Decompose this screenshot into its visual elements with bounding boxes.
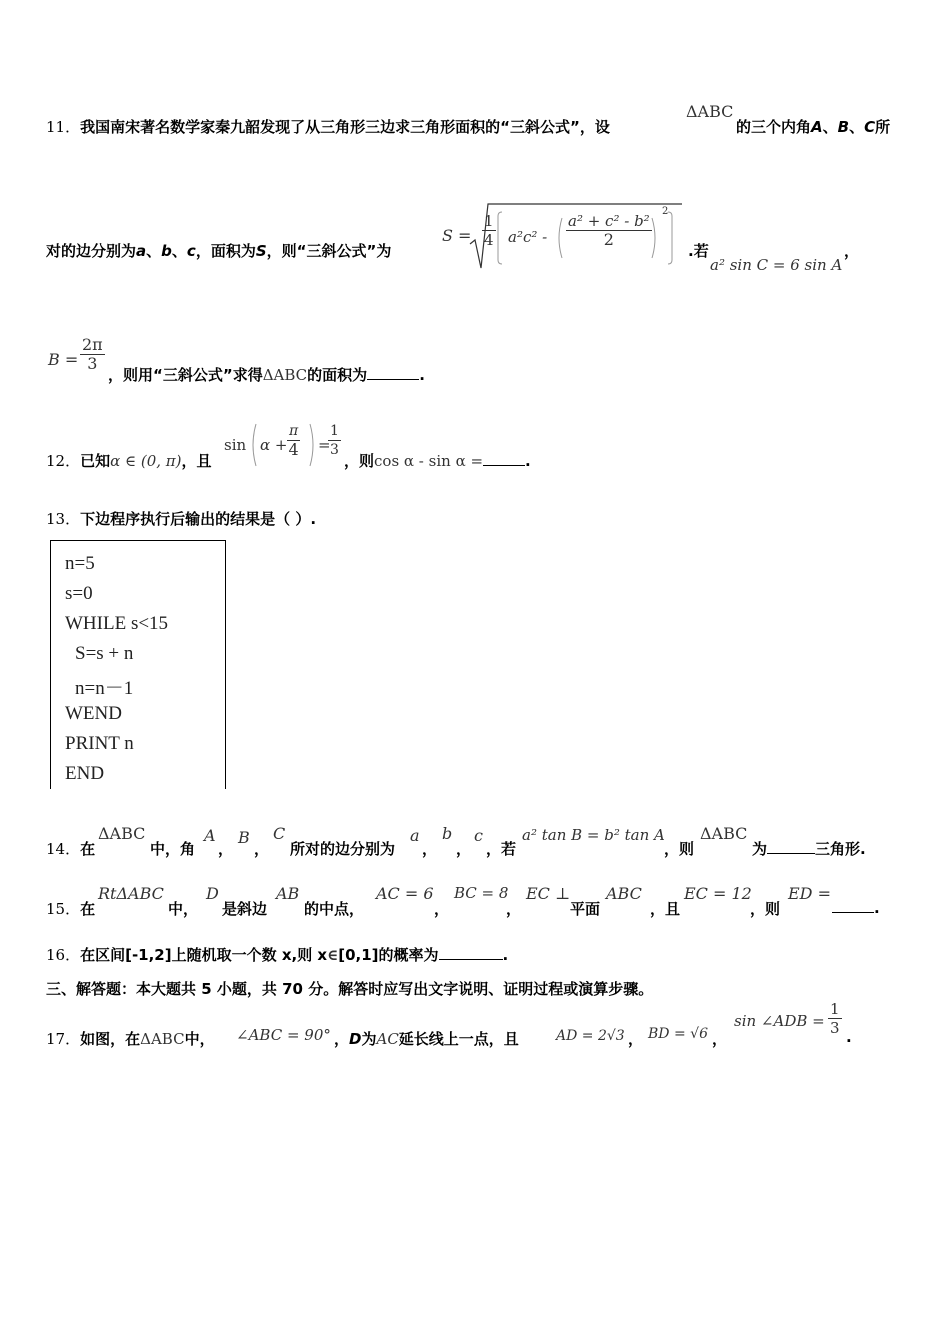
- q12-third-num: 1: [330, 423, 339, 439]
- q12-alpha-range: α ∈ (0, π): [110, 452, 182, 470]
- q17-point-D: D: [349, 1030, 362, 1048]
- q12-line: [46, 450, 212, 471]
- q12-third-den: 3: [330, 442, 339, 458]
- q11-condition: a² sin C = 6 sin A: [710, 256, 843, 274]
- q14-condition: a² tan B = b² tan A: [522, 826, 665, 844]
- q14-comma-2: ，: [254, 840, 270, 858]
- q11-line3-tail: 的面积为: [307, 366, 368, 384]
- q16-in-symbol: ∈: [327, 946, 339, 964]
- q13-program-box: [50, 540, 226, 789]
- code-line: WEND: [65, 703, 122, 724]
- q13-number: 13．: [46, 510, 81, 528]
- q12-expression: cos α - sin α =: [374, 452, 484, 470]
- q11-number: 11．: [46, 118, 81, 136]
- q11-B-frac: [80, 336, 105, 373]
- q14-triangle: ΔABC: [98, 824, 146, 843]
- q17-triangle: ΔABC: [140, 1030, 185, 1048]
- q14-number: 14．: [46, 840, 81, 858]
- code-line: PRINT n: [65, 733, 134, 754]
- q14-side-c: c: [474, 826, 483, 845]
- q14-text-5: ，则: [664, 840, 695, 858]
- q14-text-2: 中，角: [150, 840, 196, 858]
- q17-frac-num: 1: [830, 1000, 840, 1018]
- section-3-heading: 三、解答题：本大题共 5 小题，共 70 分。解答时应写出文字说明、证明过程或演算步骤。: [46, 980, 654, 998]
- q11-suo: 所: [875, 118, 891, 136]
- q17-frac: [828, 1000, 842, 1037]
- q15-ED: ED =: [788, 884, 831, 903]
- q17-frac-den: 3: [830, 1019, 840, 1037]
- q11-inner-num: a² + c² - b²: [568, 212, 650, 230]
- q12-answer-blank[interactable]: [483, 451, 525, 466]
- q17-comma-2: ，: [628, 1030, 644, 1048]
- q15-point-D: D: [206, 884, 219, 903]
- q11-quarter-num: 1: [484, 212, 494, 230]
- q11-line2: 对的边分别为a、b、c，面积为S，则“三斜公式”为: [46, 242, 392, 260]
- q17-AC: AC: [376, 1030, 399, 1048]
- q14-text-4: ，若: [486, 840, 517, 858]
- q11-quarter-frac: [482, 212, 496, 249]
- q12-sin: sin: [224, 436, 247, 454]
- q14-text-6: 为: [752, 840, 768, 858]
- q17-period: .: [846, 1028, 852, 1046]
- q14-side-b: b: [442, 824, 453, 843]
- q11-sep1: 、: [822, 118, 838, 136]
- q15-comma-1: ，: [434, 900, 450, 918]
- q16-answer-blank[interactable]: [439, 945, 503, 960]
- q17-angle-ABC: ∠ABC = 90°: [236, 1026, 331, 1044]
- q11-angle-C: C: [864, 118, 876, 136]
- q14-tail: [752, 838, 866, 859]
- q17-AD: AD = 2√3: [556, 1028, 625, 1044]
- q16-period: .: [502, 946, 509, 964]
- q15-start: [46, 898, 95, 919]
- q16-text-2: [0,1]的概率为: [338, 946, 439, 964]
- q12-text-2: ，且: [181, 452, 212, 470]
- q11-B-num: 2π: [82, 335, 103, 354]
- q11-inner-den: 2: [603, 230, 614, 249]
- q14-text-7: 三角形.: [815, 840, 866, 858]
- q11-triangle: ΔABC: [686, 102, 734, 121]
- q12-pi-den: 4: [288, 440, 299, 459]
- q14-angle-C: C: [273, 824, 286, 843]
- q14-answer-blank[interactable]: [767, 839, 815, 854]
- q15-period: .: [874, 899, 880, 917]
- q11-a2c2: a²c² -: [508, 228, 548, 246]
- q11-ruo: .若: [688, 242, 709, 260]
- q12-pi-num: π: [289, 423, 299, 439]
- q14-start: [46, 838, 95, 859]
- q12-text-3: ，则: [344, 452, 375, 470]
- q11-angle-B: B: [837, 118, 850, 136]
- q11-quarter-den: 4: [484, 231, 494, 249]
- q14-comma-3: ，: [422, 840, 438, 858]
- q11-inner-frac: [566, 212, 652, 249]
- code-line: n=5: [65, 553, 95, 574]
- q12-pi-frac: [287, 422, 300, 459]
- q15-text-7: ，则: [750, 900, 781, 918]
- q16-text: 在区间[-1,2]上随机取一个数 x,则 x: [80, 946, 328, 964]
- q16-number: 16．: [46, 946, 81, 964]
- q17-sin-ADB: sin ∠ADB =: [734, 1012, 825, 1030]
- q14-text-3: 所对的边分别为: [290, 840, 396, 858]
- q11-period: .: [419, 366, 425, 384]
- q15-BC: BC = 8: [454, 884, 509, 902]
- q13-text: 下边程序执行后输出的结果是（ ）.: [80, 510, 317, 528]
- q12-alpha-plus: α +: [260, 436, 288, 454]
- q15-text-1: 在: [80, 900, 96, 918]
- q11-triangle-2: ΔABC: [262, 366, 308, 384]
- q11-line3-text: ，则用“三斜公式”求得: [108, 366, 263, 384]
- code-line: S=s + n: [75, 643, 134, 664]
- code-line: n=n－1: [75, 678, 134, 699]
- q15-EC-12: EC = 12: [684, 884, 752, 903]
- q15-text-2: 中，: [168, 900, 199, 918]
- q14-side-a: a: [410, 826, 420, 845]
- q11-tail-text: 的三个内角: [736, 118, 812, 136]
- q15-number: 15．: [46, 900, 81, 918]
- q11-area-S: S: [255, 242, 267, 260]
- q17-text-4: 延长线上一点，且: [398, 1030, 519, 1048]
- q17-comma-3: ，: [712, 1030, 728, 1048]
- q12-third-frac: [328, 422, 341, 459]
- q11-line2-mid2: ，则“三斜公式”为: [266, 242, 392, 260]
- q12-period: .: [525, 452, 531, 470]
- q15-comma-2: ，: [506, 900, 522, 918]
- q15-tail: [832, 898, 880, 917]
- q17-text-3: 为: [361, 1030, 377, 1048]
- q11-line1: [46, 116, 610, 137]
- q17-text-2: 中，: [184, 1030, 215, 1048]
- q11-text-1: 我国南宋著名数学家秦九韶发现了从三角形三边求三角形面积的“三斜公式”，设: [80, 118, 610, 136]
- q14-angle-A: A: [204, 826, 216, 845]
- q11-exp: 2: [662, 206, 669, 217]
- q11-sep2: 、: [849, 118, 865, 136]
- q12-text-1: 已知: [80, 452, 111, 470]
- q14-triangle-2: ΔABC: [700, 824, 748, 843]
- q15-answer-blank[interactable]: [832, 898, 874, 913]
- q15-text-3: 是斜边: [222, 900, 268, 918]
- q17-BD: BD = √6: [648, 1026, 708, 1042]
- q17-number: 17．: [46, 1030, 81, 1048]
- q15-EC-perp: EC ⊥: [526, 884, 571, 903]
- q15-rt-triangle: RtΔABC: [98, 884, 164, 903]
- q15-text-4: 的中点，: [304, 900, 365, 918]
- code-line: WHILE s<15: [65, 613, 169, 634]
- code-line: s=0: [65, 583, 93, 604]
- q12-number: 12．: [46, 452, 81, 470]
- q13-line: [46, 508, 316, 529]
- q17-start: [46, 1028, 215, 1049]
- q15-text-5: 平面: [570, 900, 601, 918]
- q11-formula-S: S =: [442, 226, 472, 245]
- q11-side-b: b: [161, 242, 172, 260]
- q11-B-den: 3: [87, 354, 98, 373]
- q14-comma-4: ，: [456, 840, 472, 858]
- q11-angle-A: A: [811, 118, 823, 136]
- q14-angle-B: B: [238, 828, 250, 847]
- q11-side-a: a: [136, 242, 147, 260]
- q11-line2-mid: ，面积为: [195, 242, 256, 260]
- q15-text-6: ，且: [650, 900, 681, 918]
- q16-line: [46, 944, 508, 965]
- code-line: END: [65, 763, 105, 784]
- q14-comma-1: ，: [218, 840, 234, 858]
- q17-mid: [334, 1028, 519, 1049]
- q11-line3: [108, 364, 425, 385]
- q14-text-1: 在: [80, 840, 96, 858]
- q15-AC: AC = 6: [376, 884, 434, 903]
- q11-B-eq: B =: [48, 350, 79, 369]
- q12-eq: =: [318, 436, 331, 454]
- q17-text-1: 如图，在: [80, 1030, 141, 1048]
- q11-comma: ，: [844, 242, 860, 260]
- q17-comma-1: ，: [334, 1030, 350, 1048]
- q11-line1-tail: [736, 116, 890, 137]
- q11-side-c: c: [186, 242, 196, 260]
- q11-answer-blank[interactable]: [367, 365, 419, 380]
- q12-tail: [344, 450, 531, 471]
- q11-line2-text: 对的边分别为: [46, 242, 137, 260]
- q15-plane-ABC: ABC: [606, 884, 642, 903]
- q15-AB: AB: [276, 884, 300, 903]
